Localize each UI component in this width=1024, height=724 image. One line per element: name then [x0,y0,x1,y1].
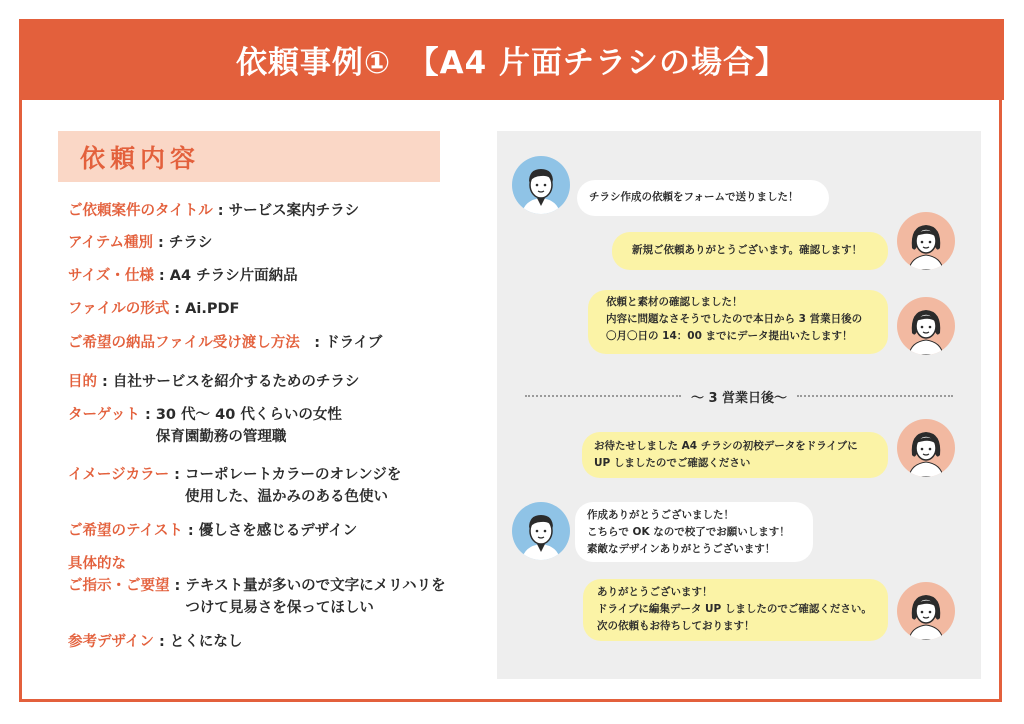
requirement-instructions: 具体的な ご指示・ご要望 : テキスト量が多いので文字にメリハリを つけて見易さを保ってほしい [68,553,446,619]
section-header [58,131,440,182]
chat-line: UP しましたのでご確認ください [594,457,751,469]
requirement-value: 自社サービスを紹介するためのチラシ [112,374,360,390]
section-title: 依頼内容 [80,143,201,173]
chat-bubble-designer [583,579,888,641]
requirement-value: サービス案内チラシ [228,203,360,219]
chat-bubble-client [575,502,813,562]
requirement-value: A4 チラシ片面納品 [169,268,298,284]
requirement-value: とくになし [169,634,243,650]
requirement-key: ご希望のテイスト [68,523,183,539]
chat-line: 依頼と素材の確認しました！ [606,296,743,308]
chat-line: お待たせしました A4 チラシの初校データをドライブに [594,440,858,452]
requirement-value: ドライブ [325,335,383,351]
chat-line: 素敵なデザインありがとうございます！ [587,543,776,555]
chat-line: ありがとうございます！ [597,586,713,598]
designer-avatar-icon [897,297,955,355]
requirement-value-line2: 保育園勤務の管理職 [155,429,287,445]
chat-bubble-designer [582,432,888,478]
requirement-size: サイズ・仕様 : A4 チラシ片面納品 [68,268,298,284]
chat-line: 作成ありがとうございました！ [587,509,734,521]
requirement-value-line2: 使用した、温かみのある色使い [184,489,388,505]
chat-line: 〇月〇日の 14：00 までにデータ提出いたします！ [606,330,853,342]
requirement-purpose: 目的 : 自社サービスを紹介するためのチラシ [68,374,360,390]
requirement-image-color: イメージカラー : コーポレートカラーのオレンジを 使用した、温かみのある色使い [68,464,401,508]
requirement-key: ご指示・ご要望 [68,578,170,594]
requirement-key: アイテム種別 [68,235,153,251]
requirement-value: テキスト量が多いので文字にメリハリを [185,578,446,594]
requirement-value: チラシ [168,235,213,251]
designer-avatar-icon [897,582,955,640]
chat-line: 次の依頼もお待ちしております！ [597,620,755,632]
designer-avatar-icon [897,419,955,477]
chat-bubble-designer [612,232,888,270]
requirement-reference: 参考デザイン : とくになし [68,634,243,650]
requirement-key: ターゲット [68,407,140,423]
requirement-key-line1: 具体的な [68,556,126,572]
requirement-delivery: ご希望の納品ファイル受け渡し方法 : ドライブ [68,335,383,351]
title-banner [19,19,1004,100]
chat-line: こちらで OK なので校了でお願いします！ [587,526,790,538]
requirement-key: サイズ・仕様 [68,268,154,284]
designer-avatar-icon [897,212,955,270]
requirement-key: イメージカラー [68,467,170,483]
requirement-key: ファイルの形式 [68,301,170,317]
chat-line: 内容に問題なさそうでしたので本日から 3 営業日後の [606,313,863,325]
requirement-target: ターゲット : 30 代〜 40 代くらいの女性 保育園勤務の管理職 [68,404,342,448]
chat-line: チラシ作成の依頼をフォームで送りました！ [589,191,799,203]
divider-label: 〜 3 営業日後〜 [690,390,788,406]
requirement-value: 優しさを感じるデザイン [198,523,358,539]
requirement-key: 目的 [68,374,97,390]
chat-line: ドライブに編集データ UP しましたのでご確認ください。 [597,603,872,615]
requirement-title: ご依頼案件のタイトル : サービス案内チラシ [68,203,360,219]
requirement-taste: ご希望のテイスト : 優しさを感じるデザイン [68,523,358,539]
requirement-key: ご依頼案件のタイトル [68,203,213,219]
client-avatar-icon [512,502,570,560]
requirement-value: コーポレートカラーのオレンジを [184,467,402,483]
requirement-file-format: ファイルの形式 : Ai.PDF [68,301,240,317]
chat-line: 新規ご依頼ありがとうございます。確認します！ [632,244,863,256]
requirement-value-line2: つけて見易さを保ってほしい [185,600,374,616]
chat-bubble-designer [588,290,888,354]
requirement-key: ご希望の納品ファイル受け渡し方法 [68,335,300,351]
time-divider [525,386,953,406]
chat-bubble-client [577,180,829,216]
requirement-value: 30 代〜 40 代くらいの女性 [155,407,342,423]
page-title: 依頼事例① 【A4 片面チラシの場合】 [235,45,788,81]
client-avatar-icon [512,156,570,214]
requirement-item-type: アイテム種別 : チラシ [68,235,213,251]
requirement-value: Ai.PDF [185,301,240,317]
requirement-key: 参考デザイン [68,634,154,650]
